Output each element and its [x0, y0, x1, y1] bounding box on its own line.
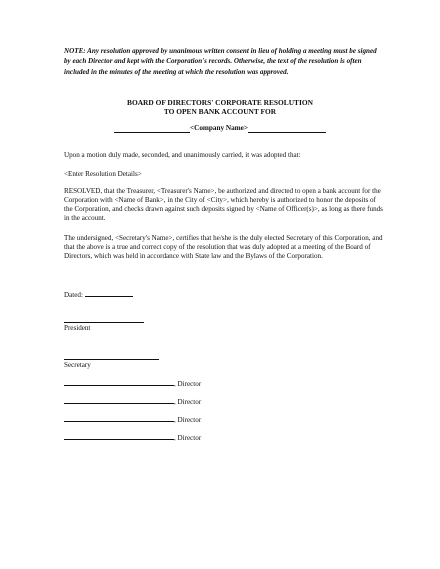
director-blank — [64, 432, 174, 440]
director-blank — [64, 378, 174, 386]
director-blank — [64, 396, 174, 404]
president-signature-line — [64, 322, 144, 323]
director-label: , Director — [174, 398, 202, 406]
company-name-placeholder: <Company Name> — [190, 124, 248, 132]
document-title-line1: BOARD OF DIRECTORS' CORPORATE RESOLUTION — [127, 98, 313, 107]
director-signature-line — [64, 378, 201, 389]
secretary-label: Secretary — [64, 361, 91, 369]
dated-blank — [85, 289, 133, 297]
resolution-details-placeholder: <Enter Resolution Details> — [64, 170, 142, 178]
director-blank — [64, 414, 174, 422]
secretary-signature-line — [64, 359, 159, 360]
director-label: , Director — [174, 380, 202, 388]
president-label: President — [64, 324, 91, 332]
director-signature-line — [64, 396, 201, 407]
resolved-paragraph: RESOLVED, that the Treasurer, <Treasurer's Name>, be authorized and directed to open a bank account for the Corporation with <Name of Bank>, in the City of <City>, which hereby is authorized to honor the deposits of the Corporation, and checks drawn against such deposits signed by <Name of Officer(s)>, as long as there funds in the account. — [64, 187, 383, 222]
dated-label: Dated: — [64, 291, 83, 299]
company-blank-left — [114, 124, 190, 133]
instruction-note: NOTE: Any resolution approved by unanimous written consent in lieu of holding a meeting must be signed by each Director and kept with the Corporation's records. Otherwise, the text of the resolution is often included in the minutes of the meeting at which the resolution was approved. — [64, 47, 377, 76]
certification-paragraph: The undersigned, <Secretary's Name>, certifies that he/she is the duly elected Secretary of this Corporation, and that the above is a true and correct copy of the resolution that was duly adopted at a meeting of the Board of Directors, which was held in accordance with State law and the Bylaws of the Corporation. — [64, 234, 383, 260]
director-signature-line — [64, 414, 201, 425]
motion-paragraph: Upon a motion duly made, seconded, and unanimously carried, it was adopted that: — [64, 151, 301, 159]
dated-field — [64, 289, 133, 300]
company-blank-right — [248, 124, 326, 133]
director-label: , Director — [174, 416, 202, 424]
document-title-line2: TO OPEN BANK ACCOUNT FOR — [163, 107, 277, 116]
director-signature-line — [64, 432, 201, 443]
director-label: , Director — [174, 434, 202, 442]
company-name-line — [112, 124, 328, 133]
